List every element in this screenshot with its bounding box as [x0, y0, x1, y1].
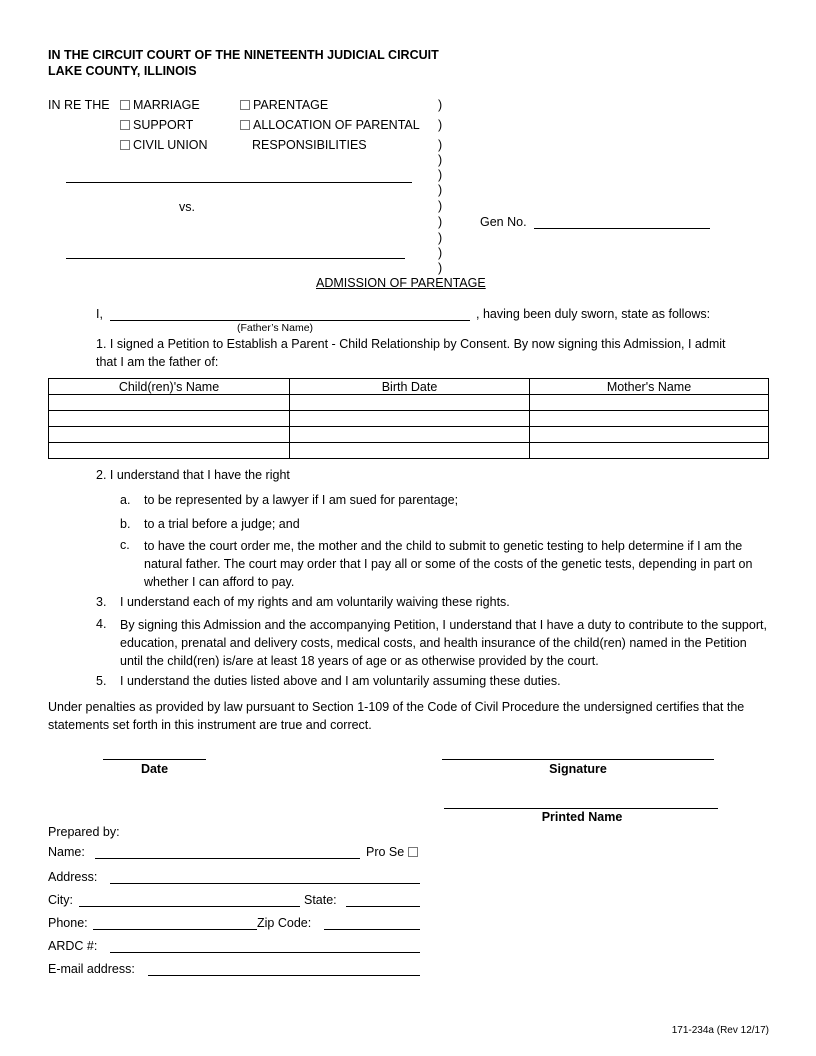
item-b-marker: b.: [120, 517, 131, 531]
printed-name-label: Printed Name: [541, 810, 623, 824]
parentage-checkbox[interactable]: [240, 100, 250, 110]
caption-paren: ): [438, 261, 443, 275]
item-4-text: By signing this Admission and the accompanying Petition, I understand that I have a duty to contribute to the support, education, prenatal and delivery costs, medical costs, and health insurance of the child(ren) named in the Petition until the child(ren) is/are at least 18 years of age or as otherwise provided by the court.: [120, 618, 767, 668]
form-title: ADMISSION OF PARENTAGE: [316, 276, 486, 290]
item-1-text: 1. I signed a Petition to Establish a Parent - Child Relationship by Consent. By now signing this Admission, I admit that I am the father of:: [96, 337, 726, 369]
pro-se-option[interactable]: Pro Se: [366, 845, 421, 859]
pro-se-checkbox[interactable]: [408, 847, 418, 857]
phone-field[interactable]: [93, 929, 257, 930]
option-allocation[interactable]: ALLOCATION OF PARENTAL: [240, 118, 420, 132]
col-mother-name: Mother's Name: [530, 379, 769, 395]
caption-paren: ): [438, 215, 443, 229]
petitioner-line[interactable]: [66, 182, 412, 183]
zip-field[interactable]: [324, 929, 420, 930]
gen-no-label: Gen No.: [480, 215, 527, 229]
date-label: Date: [140, 762, 169, 776]
caption-paren: ): [438, 199, 443, 213]
table-header-row: [49, 379, 769, 395]
item-c-marker: c.: [120, 538, 130, 552]
item-b-text: to a trial before a judge; and: [144, 517, 300, 531]
item-4-marker: 4.: [96, 617, 107, 631]
email-field[interactable]: [148, 975, 420, 976]
zip-label: Zip Code:: [257, 916, 312, 930]
address-label: Address:: [48, 870, 98, 884]
option-civil-union[interactable]: CIVIL UNION: [120, 138, 208, 152]
name-label: Name:: [48, 845, 85, 859]
item-5-text: I understand the duties listed above and I am voluntarily assuming these duties.: [120, 674, 561, 688]
table-row[interactable]: [49, 443, 769, 459]
option-parentage[interactable]: PARENTAGE: [240, 98, 328, 112]
prepared-by-heading: Prepared by:: [48, 825, 120, 839]
fathers-name-caption: (Father’s Name): [237, 322, 314, 334]
civil-union-checkbox[interactable]: [120, 140, 130, 150]
table-row[interactable]: [49, 411, 769, 427]
address-field[interactable]: [110, 883, 420, 884]
caption-paren: ): [438, 168, 443, 182]
caption-paren: ): [438, 98, 443, 112]
table-row[interactable]: [49, 395, 769, 411]
name-field[interactable]: [95, 858, 360, 859]
father-name-line[interactable]: [110, 320, 470, 321]
caption-paren: ): [438, 118, 443, 132]
court-county: LAKE COUNTY, ILLINOIS: [48, 64, 197, 78]
form-number: 171-234a (Rev 12/17): [671, 1025, 769, 1036]
i-label: I,: [96, 307, 103, 321]
court-name: IN THE CIRCUIT COURT OF THE NINETEENTH JUDICIAL CIRCUIT: [48, 48, 439, 62]
caption-paren: ): [438, 153, 443, 167]
item-a-marker: a.: [120, 493, 131, 507]
col-birth-date: Birth Date: [290, 379, 530, 395]
vs-label: vs.: [179, 200, 195, 214]
caption-paren: ): [438, 183, 443, 197]
state-field[interactable]: [346, 906, 420, 907]
responsibilities-label: RESPONSIBILITIES: [252, 138, 367, 152]
item-5-marker: 5.: [96, 674, 107, 688]
ardc-label: ARDC #:: [48, 939, 98, 953]
support-checkbox[interactable]: [120, 120, 130, 130]
col-child-name: Child(ren)'s Name: [49, 379, 290, 395]
caption-paren: ): [438, 246, 443, 260]
city-label: City:: [48, 893, 73, 907]
item-3-text: I understand each of my rights and am voluntarily waiving these rights.: [120, 595, 510, 609]
item-2-text: 2. I understand that I have the right: [96, 468, 290, 482]
option-marriage[interactable]: MARRIAGE: [120, 98, 200, 112]
signature-line[interactable]: [442, 759, 714, 760]
ardc-field[interactable]: [110, 952, 420, 953]
caption-paren: ): [438, 231, 443, 245]
date-line[interactable]: [103, 759, 206, 760]
children-table: [48, 378, 769, 459]
email-label: E-mail address:: [48, 962, 135, 976]
in-re-label: IN RE THE: [48, 98, 110, 112]
item-a-text: to be represented by a lawyer if I am sued for parentage;: [144, 493, 459, 507]
signature-label: Signature: [549, 762, 607, 776]
city-field[interactable]: [79, 906, 300, 907]
sworn-text: , having been duly sworn, state as follows:: [476, 307, 711, 321]
state-label: State:: [304, 893, 337, 907]
certification-text: Under penalties as provided by law pursuant to Section 1-109 of the Code of Civil Procedure the undersigned certifies that the statements set forth in this instrument are true and correct.: [48, 700, 745, 732]
item-3-marker: 3.: [96, 595, 107, 609]
table-row[interactable]: [49, 427, 769, 443]
item-c-text: to have the court order me, the mother and the child to submit to genetic testing to help determine if I am the natural father. The court may order that I pay all or some of the costs of the genetic tests, depending in part on whether I can afford to pay.: [144, 539, 753, 589]
printed-name-line[interactable]: [444, 808, 718, 809]
phone-label: Phone:: [48, 916, 88, 930]
allocation-checkbox[interactable]: [240, 120, 250, 130]
option-support[interactable]: SUPPORT: [120, 118, 193, 132]
gen-no-line[interactable]: [534, 228, 710, 229]
caption-paren: ): [438, 138, 443, 152]
respondent-line[interactable]: [66, 258, 405, 259]
marriage-checkbox[interactable]: [120, 100, 130, 110]
